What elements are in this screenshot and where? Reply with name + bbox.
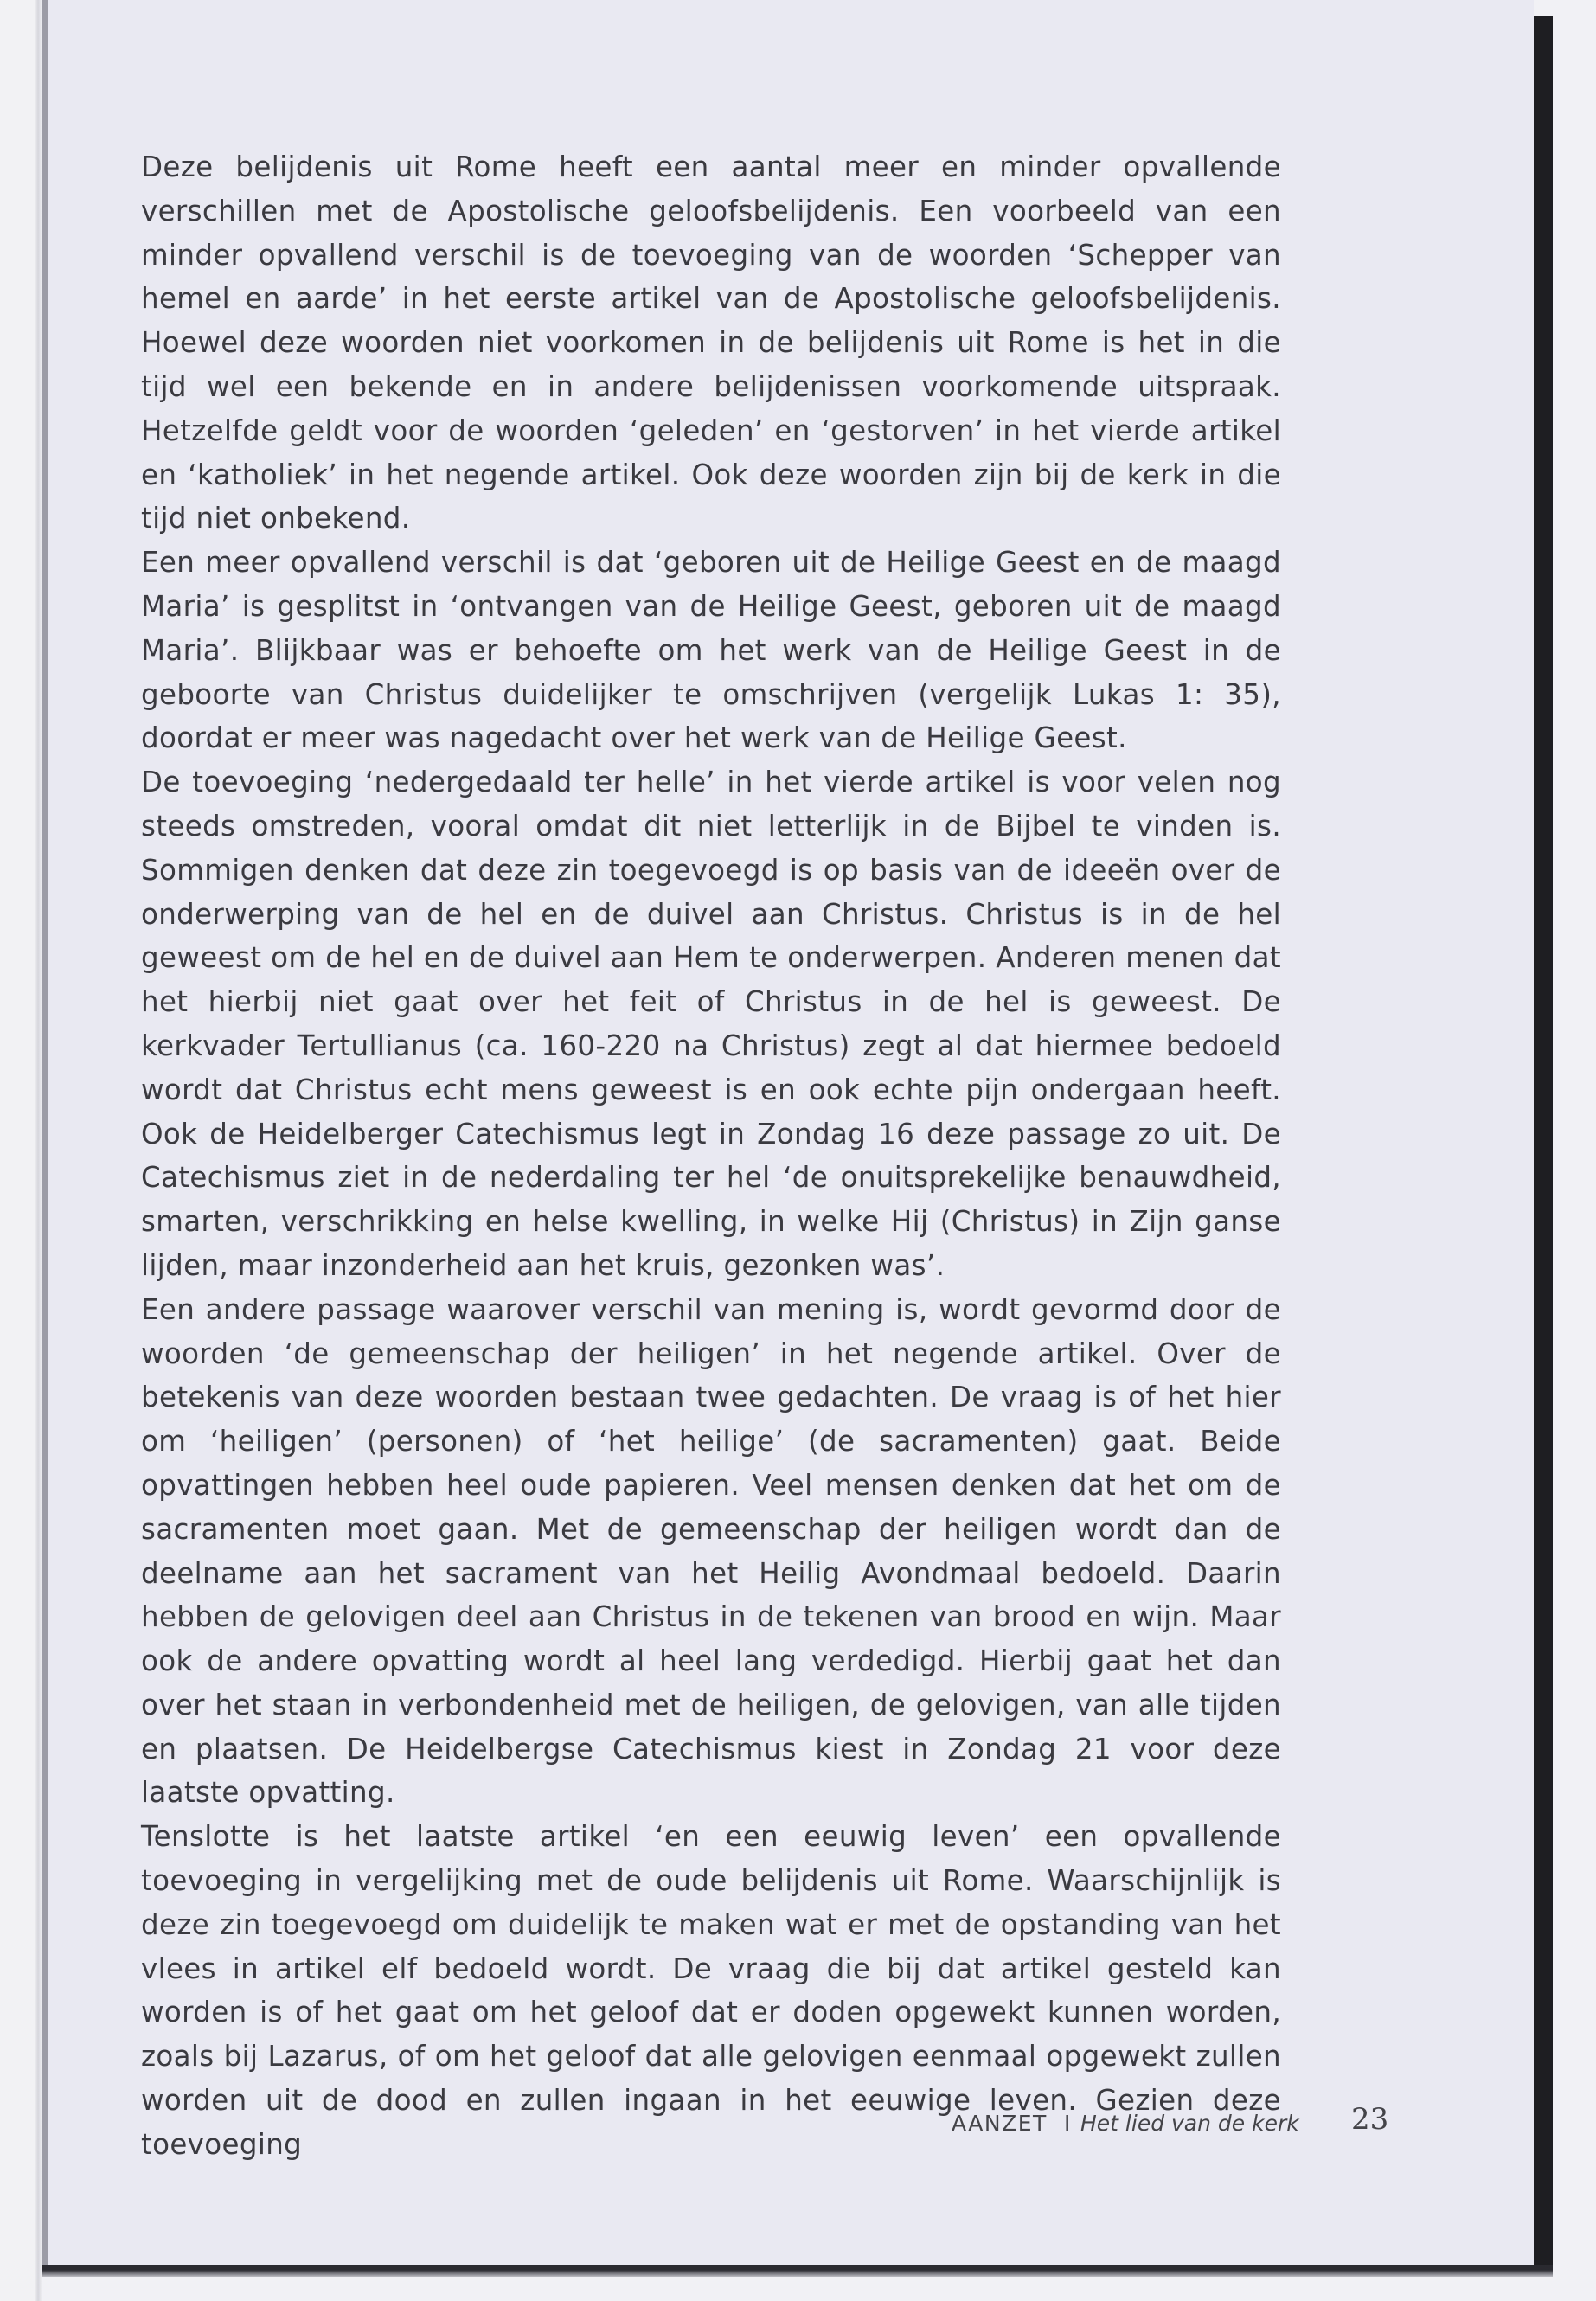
paragraph: Een meer opvallend verschil is dat ‘geboren uit de Heilige Geest en de maagd Maria’ is gesplitst in ‘ontvangen van de Heilige Geest, geboren uit de maagd Maria’. Blijkbaar was er behoefte om het werk van de Heilige Geest in de geboorte van Christus duidelijker te omschrijven (vergelijk Lukas 1: 35), doordat er meer was nagedacht over het werk van de Heilige Geest. <box>141 546 1281 755</box>
footer-section-name: AANZET <box>952 2111 1048 2136</box>
footer-chapter-title: Het lied van de kerk <box>1080 2111 1299 2136</box>
body-text <box>141 145 1281 2167</box>
paragraph: Deze belijdenis uit Rome heeft een aantal meer en minder opvallende verschillen met de Apostolische geloofsbelijdenis. Een voorbeeld van een minder opvallend verschil is de toevoeging van de woorden ‘Schepper van hemel en aarde’ in het eerste artikel van de Apostolische geloofsbelijdenis. Hoewel deze woorden niet voorkomen in de belijdenis uit Rome is het in die tijd wel een bekende en in andere belijdenissen voorkomende uitspraak. Hetzelfde geldt voor de woorden ‘geleden’ en ‘gestorven’ in het vierde artikel en ‘katholiek’ in het negende artikel. Ook deze woorden zijn bij de kerk in die tijd niet onbekend. <box>141 151 1281 535</box>
page-number: 23 <box>1351 2102 1389 2137</box>
scan-left-margin <box>0 0 42 2301</box>
paragraph: Een andere passage waarover verschil van mening is, wordt gevormd door de woorden ‘de gemeenschap der heiligen’ in het negende artikel. Over de betekenis van deze woorden bestaan twee gedachten. De vraag is of het hier om ‘heiligen’ (personen) of ‘het heilige’ (de sacramenten) gaat. Beide opvattingen hebben heel oude papieren. Veel mensen denken dat het om de sacramenten moet gaan. Met de gemeenschap der heiligen wordt dan de deelname aan het sacrament van het Heilig Avondmaal bedoeld. Daarin hebben de gelovigen deel aan Christus in de tekenen van brood en wijn. Maar ook de andere opvatting wordt al heel lang verdedigd. Hierbij gaat het dan over het staan in verbondenheid met de heiligen, de gelovigen, van alle tijden en plaatsen. De Heidelbergse Catechismus kiest in Zondag 21 voor deze laatste opvatting. <box>141 1292 1281 1810</box>
page-footer <box>952 2102 1389 2144</box>
page-edge-bottom <box>42 2265 1553 2277</box>
paragraph: De toevoeging ‘nedergedaald ter helle’ in het vierde artikel is voor velen nog steeds omstreden, vooral omdat dit niet letterlijk in de Bijbel te vinden is. Sommigen denken dat deze zin toegevoegd is op basis van de ideeën over de onderwerping van de hel en de duivel aan Christus. Christus is in de hel geweest om de hel en de duivel aan Hem te onderwerpen. Anderen menen dat het hierbij niet gaat over het feit of Christus in de hel is geweest. De kerkvader Tertullianus (ca. 160-220 na Christus) zegt al dat hiermee bedoeld wordt dat Christus echt mens geweest is en ook echte pijn ondergaan heeft. Ook de Heidelberger Catechismus legt in Zondag 16 deze passage zo uit. De Catechismus ziet in de nederdaling ter hel ‘de onuitsprekelijke benauwdheid, smarten, verschrikking en helse kwelling, in welke Hij (Christus) in Zijn ganse lijden, maar inzonderheid aan het kruis, gezonken was’. <box>141 766 1281 1282</box>
page-edge-right <box>1534 16 1553 2272</box>
paragraph: Tenslotte is het laatste artikel ‘en een eeuwig leven’ een opvallende toevoeging in vergelijking met de oude belijdenis uit Rome. Waarschijnlijk is deze zin toegevoegd om duidelijk te maken wat er met de opstanding van het vlees in artikel elf bedoeld wordt. De vraag die bij dat artikel gesteld kan worden is of het gaat om het geloof dat er doden opgewekt kunnen worden, zoals bij Lazarus, of om het geloof dat alle gelovigen eenmaal opgewekt zullen worden uit de dood en zullen ingaan in het eeuwige leven. Gezien deze toevoeging <box>141 1820 1281 2161</box>
footer-separator: I <box>1064 2111 1071 2136</box>
